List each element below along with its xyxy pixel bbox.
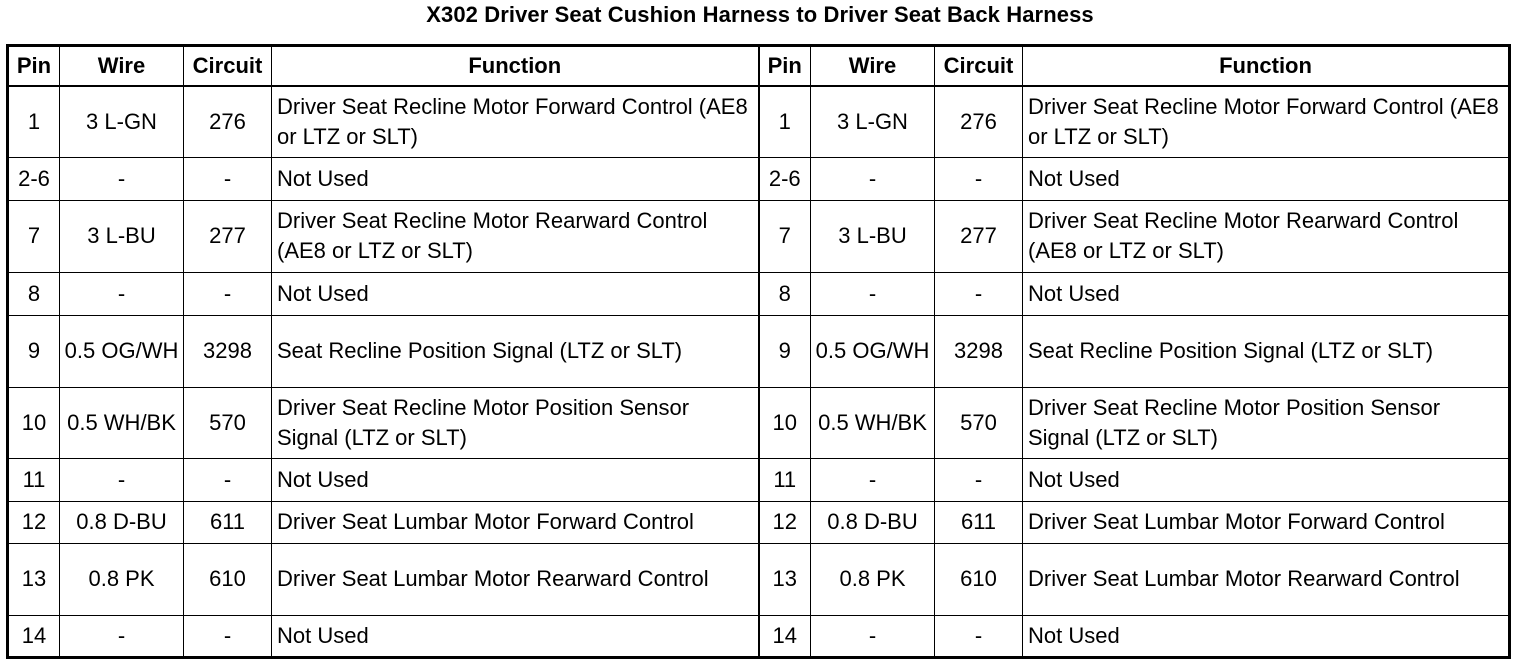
header-wire: Wire <box>60 46 184 87</box>
pin-cell: 13 <box>759 543 811 615</box>
pin-cell: 8 <box>8 272 60 315</box>
circuit-cell: 277 <box>935 200 1023 272</box>
wire-cell: - <box>811 272 935 315</box>
function-cell: Driver Seat Recline Motor Position Sensor Signal (LTZ or SLT) <box>1023 387 1510 458</box>
table-row <box>8 543 1510 615</box>
table-row <box>8 501 1510 543</box>
pin-cell: 8 <box>759 272 811 315</box>
function-cell: Not Used <box>272 272 759 315</box>
pin-cell: 9 <box>8 315 60 387</box>
pin-cell: 11 <box>759 458 811 501</box>
wire-cell: 3 L-BU <box>60 200 184 272</box>
circuit-cell: - <box>184 615 272 657</box>
connector-pinout-table <box>6 44 1511 659</box>
wire-cell: 0.5 OG/WH <box>811 315 935 387</box>
header-circuit: Circuit <box>184 46 272 87</box>
function-cell: Driver Seat Recline Motor Rearward Control (AE8 or LTZ or SLT) <box>1023 200 1510 272</box>
table-row <box>8 387 1510 458</box>
function-cell: Not Used <box>1023 458 1510 501</box>
pin-cell: 13 <box>8 543 60 615</box>
pin-cell: 7 <box>8 200 60 272</box>
circuit-cell: 610 <box>935 543 1023 615</box>
pin-cell: 2-6 <box>759 157 811 200</box>
circuit-cell: 611 <box>184 501 272 543</box>
function-cell: Not Used <box>272 157 759 200</box>
pin-cell: 14 <box>8 615 60 657</box>
circuit-cell: - <box>184 272 272 315</box>
pin-cell: 7 <box>759 200 811 272</box>
function-cell: Not Used <box>272 615 759 657</box>
table-row <box>8 86 1510 157</box>
wire-cell: 3 L-GN <box>811 86 935 157</box>
wire-cell: - <box>811 458 935 501</box>
pin-cell: 1 <box>8 86 60 157</box>
wire-cell: - <box>60 458 184 501</box>
wire-cell: 0.8 PK <box>60 543 184 615</box>
header-pin: Pin <box>8 46 60 87</box>
function-cell: Not Used <box>1023 272 1510 315</box>
circuit-cell: 277 <box>184 200 272 272</box>
circuit-cell: 3298 <box>184 315 272 387</box>
wire-cell: 3 L-GN <box>60 86 184 157</box>
header-pin: Pin <box>759 46 811 87</box>
circuit-cell: - <box>184 458 272 501</box>
header-function: Function <box>1023 46 1510 87</box>
circuit-cell: - <box>935 458 1023 501</box>
circuit-cell: - <box>935 272 1023 315</box>
wire-cell: - <box>60 272 184 315</box>
wire-cell: 0.8 PK <box>811 543 935 615</box>
pin-cell: 2-6 <box>8 157 60 200</box>
header-wire: Wire <box>811 46 935 87</box>
pin-cell: 12 <box>759 501 811 543</box>
table-row <box>8 458 1510 501</box>
pin-cell: 11 <box>8 458 60 501</box>
pin-cell: 12 <box>8 501 60 543</box>
wire-cell: - <box>811 157 935 200</box>
function-cell: Not Used <box>272 458 759 501</box>
header-circuit: Circuit <box>935 46 1023 87</box>
pin-cell: 1 <box>759 86 811 157</box>
header-function: Function <box>272 46 759 87</box>
circuit-cell: 610 <box>184 543 272 615</box>
wire-cell: 0.5 WH/BK <box>60 387 184 458</box>
pin-cell: 9 <box>759 315 811 387</box>
circuit-cell: - <box>935 615 1023 657</box>
function-cell: Driver Seat Recline Motor Rearward Control (AE8 or LTZ or SLT) <box>272 200 759 272</box>
table-row <box>8 272 1510 315</box>
function-cell: Driver Seat Lumbar Motor Rearward Control <box>1023 543 1510 615</box>
table-header-row <box>8 46 1510 87</box>
table-row <box>8 615 1510 657</box>
function-cell: Driver Seat Recline Motor Forward Control (AE8 or LTZ or SLT) <box>1023 86 1510 157</box>
wire-cell: 0.8 D-BU <box>811 501 935 543</box>
wire-cell: 0.8 D-BU <box>60 501 184 543</box>
wire-cell: - <box>811 615 935 657</box>
table-row <box>8 157 1510 200</box>
page-title: X302 Driver Seat Cushion Harness to Driver Seat Back Harness <box>426 2 1094 27</box>
table-row <box>8 315 1510 387</box>
function-cell: Not Used <box>1023 157 1510 200</box>
function-cell: Driver Seat Recline Motor Forward Control (AE8 or LTZ or SLT) <box>272 86 759 157</box>
circuit-cell: 3298 <box>935 315 1023 387</box>
circuit-cell: 611 <box>935 501 1023 543</box>
wire-cell: 0.5 WH/BK <box>811 387 935 458</box>
pin-cell: 10 <box>759 387 811 458</box>
function-cell: Driver Seat Lumbar Motor Rearward Control <box>272 543 759 615</box>
wire-cell: 3 L-BU <box>811 200 935 272</box>
wire-cell: 0.5 OG/WH <box>60 315 184 387</box>
circuit-cell: 276 <box>935 86 1023 157</box>
function-cell: Driver Seat Recline Motor Position Sensor Signal (LTZ or SLT) <box>272 387 759 458</box>
circuit-cell: 570 <box>184 387 272 458</box>
circuit-cell: - <box>184 157 272 200</box>
circuit-cell: 276 <box>184 86 272 157</box>
pin-cell: 14 <box>759 615 811 657</box>
wire-cell: - <box>60 615 184 657</box>
circuit-cell: 570 <box>935 387 1023 458</box>
function-cell: Driver Seat Lumbar Motor Forward Control <box>1023 501 1510 543</box>
function-cell: Driver Seat Lumbar Motor Forward Control <box>272 501 759 543</box>
circuit-cell: - <box>935 157 1023 200</box>
pin-cell: 10 <box>8 387 60 458</box>
function-cell: Seat Recline Position Signal (LTZ or SLT) <box>272 315 759 387</box>
function-cell: Not Used <box>1023 615 1510 657</box>
wire-cell: - <box>60 157 184 200</box>
table-row <box>8 200 1510 272</box>
function-cell: Seat Recline Position Signal (LTZ or SLT) <box>1023 315 1510 387</box>
